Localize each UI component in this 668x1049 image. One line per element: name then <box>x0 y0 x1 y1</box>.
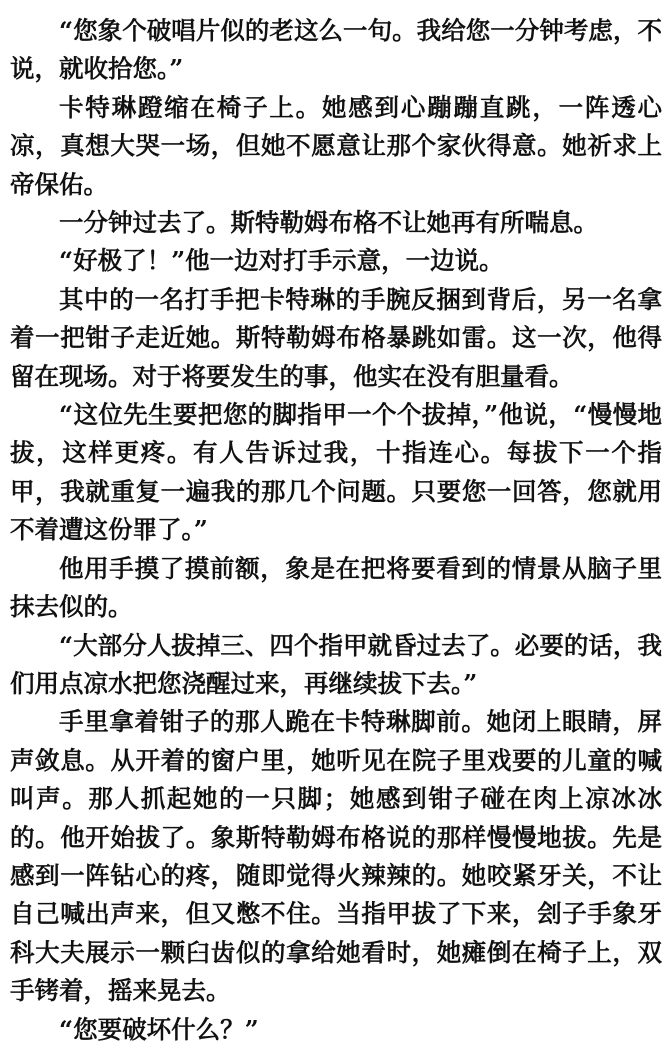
paragraph: “大部分人拔掉三、四个指甲就昏过去了。必要的话，我们用点凉水把您浇醒过来，再继续拔下去。” <box>10 630 662 698</box>
paragraph: 其中的一名打手把卡特琳的手腕反捆到背后，另一名拿着一把钳子走近她。斯特勒姆布格暴跳如雷。这一次，他得留在现场。对于将要发生的事，他实在没有胆量看。 <box>10 284 662 391</box>
paragraph: “您要破坏什么？” <box>59 1014 259 1044</box>
paragraph: “好极了！”他一边对打手示意，一边说。 <box>59 246 504 276</box>
book-page <box>10 12 662 1049</box>
paragraph: “您象个破唱片似的老这么一句。我给您一分钟考虑，不说，就收拾您。” <box>10 16 662 84</box>
paragraph: 卡特琳蹬缩在椅子上。她感到心蹦蹦直跳，一阵透心凉，真想大哭一场，但她不愿意让那个家伙得意。她祈求上帝保佑。 <box>10 92 662 199</box>
paragraph: “这位先生要把您的脚指甲一个个拔掉，”他说，“慢慢地拔，这样更疼。有人告诉过我，十指连心。每拔下一个指甲，我就重复一遍我的那几个问题。只要您一回答，您就用不着遭这份罪了。” <box>10 400 662 545</box>
paragraph: 手里拿着钳子的那人跪在卡特琳脚前。她闭上眼睛，屏声敛息。从开着的窗户里，她听见在院子里戏要的儿童的喊叫声。那人抓起她的一只脚；她感到钳子碰在肉上凉冰冰的。他开始拔了。象斯特勒姆布格说的那样慢慢地拔。先是感到一阵钻心的疼，随即觉得火辣辣的。她咬紧牙关，不让自己喊出声来，但又憋不住。当指甲拔了下来，刽子手象牙科大夫展示一颗臼齿似的拿给她看时，她瘫倒在椅子上，双手铐着，摇来晃去。 <box>10 707 662 1006</box>
paragraph: 一分钟过去了。斯特勒姆布格不让她再有所喘息。 <box>59 208 598 238</box>
paragraph: 他用手摸了摸前额，象是在把将要看到的情景从脑子里抹去似的。 <box>10 553 662 622</box>
